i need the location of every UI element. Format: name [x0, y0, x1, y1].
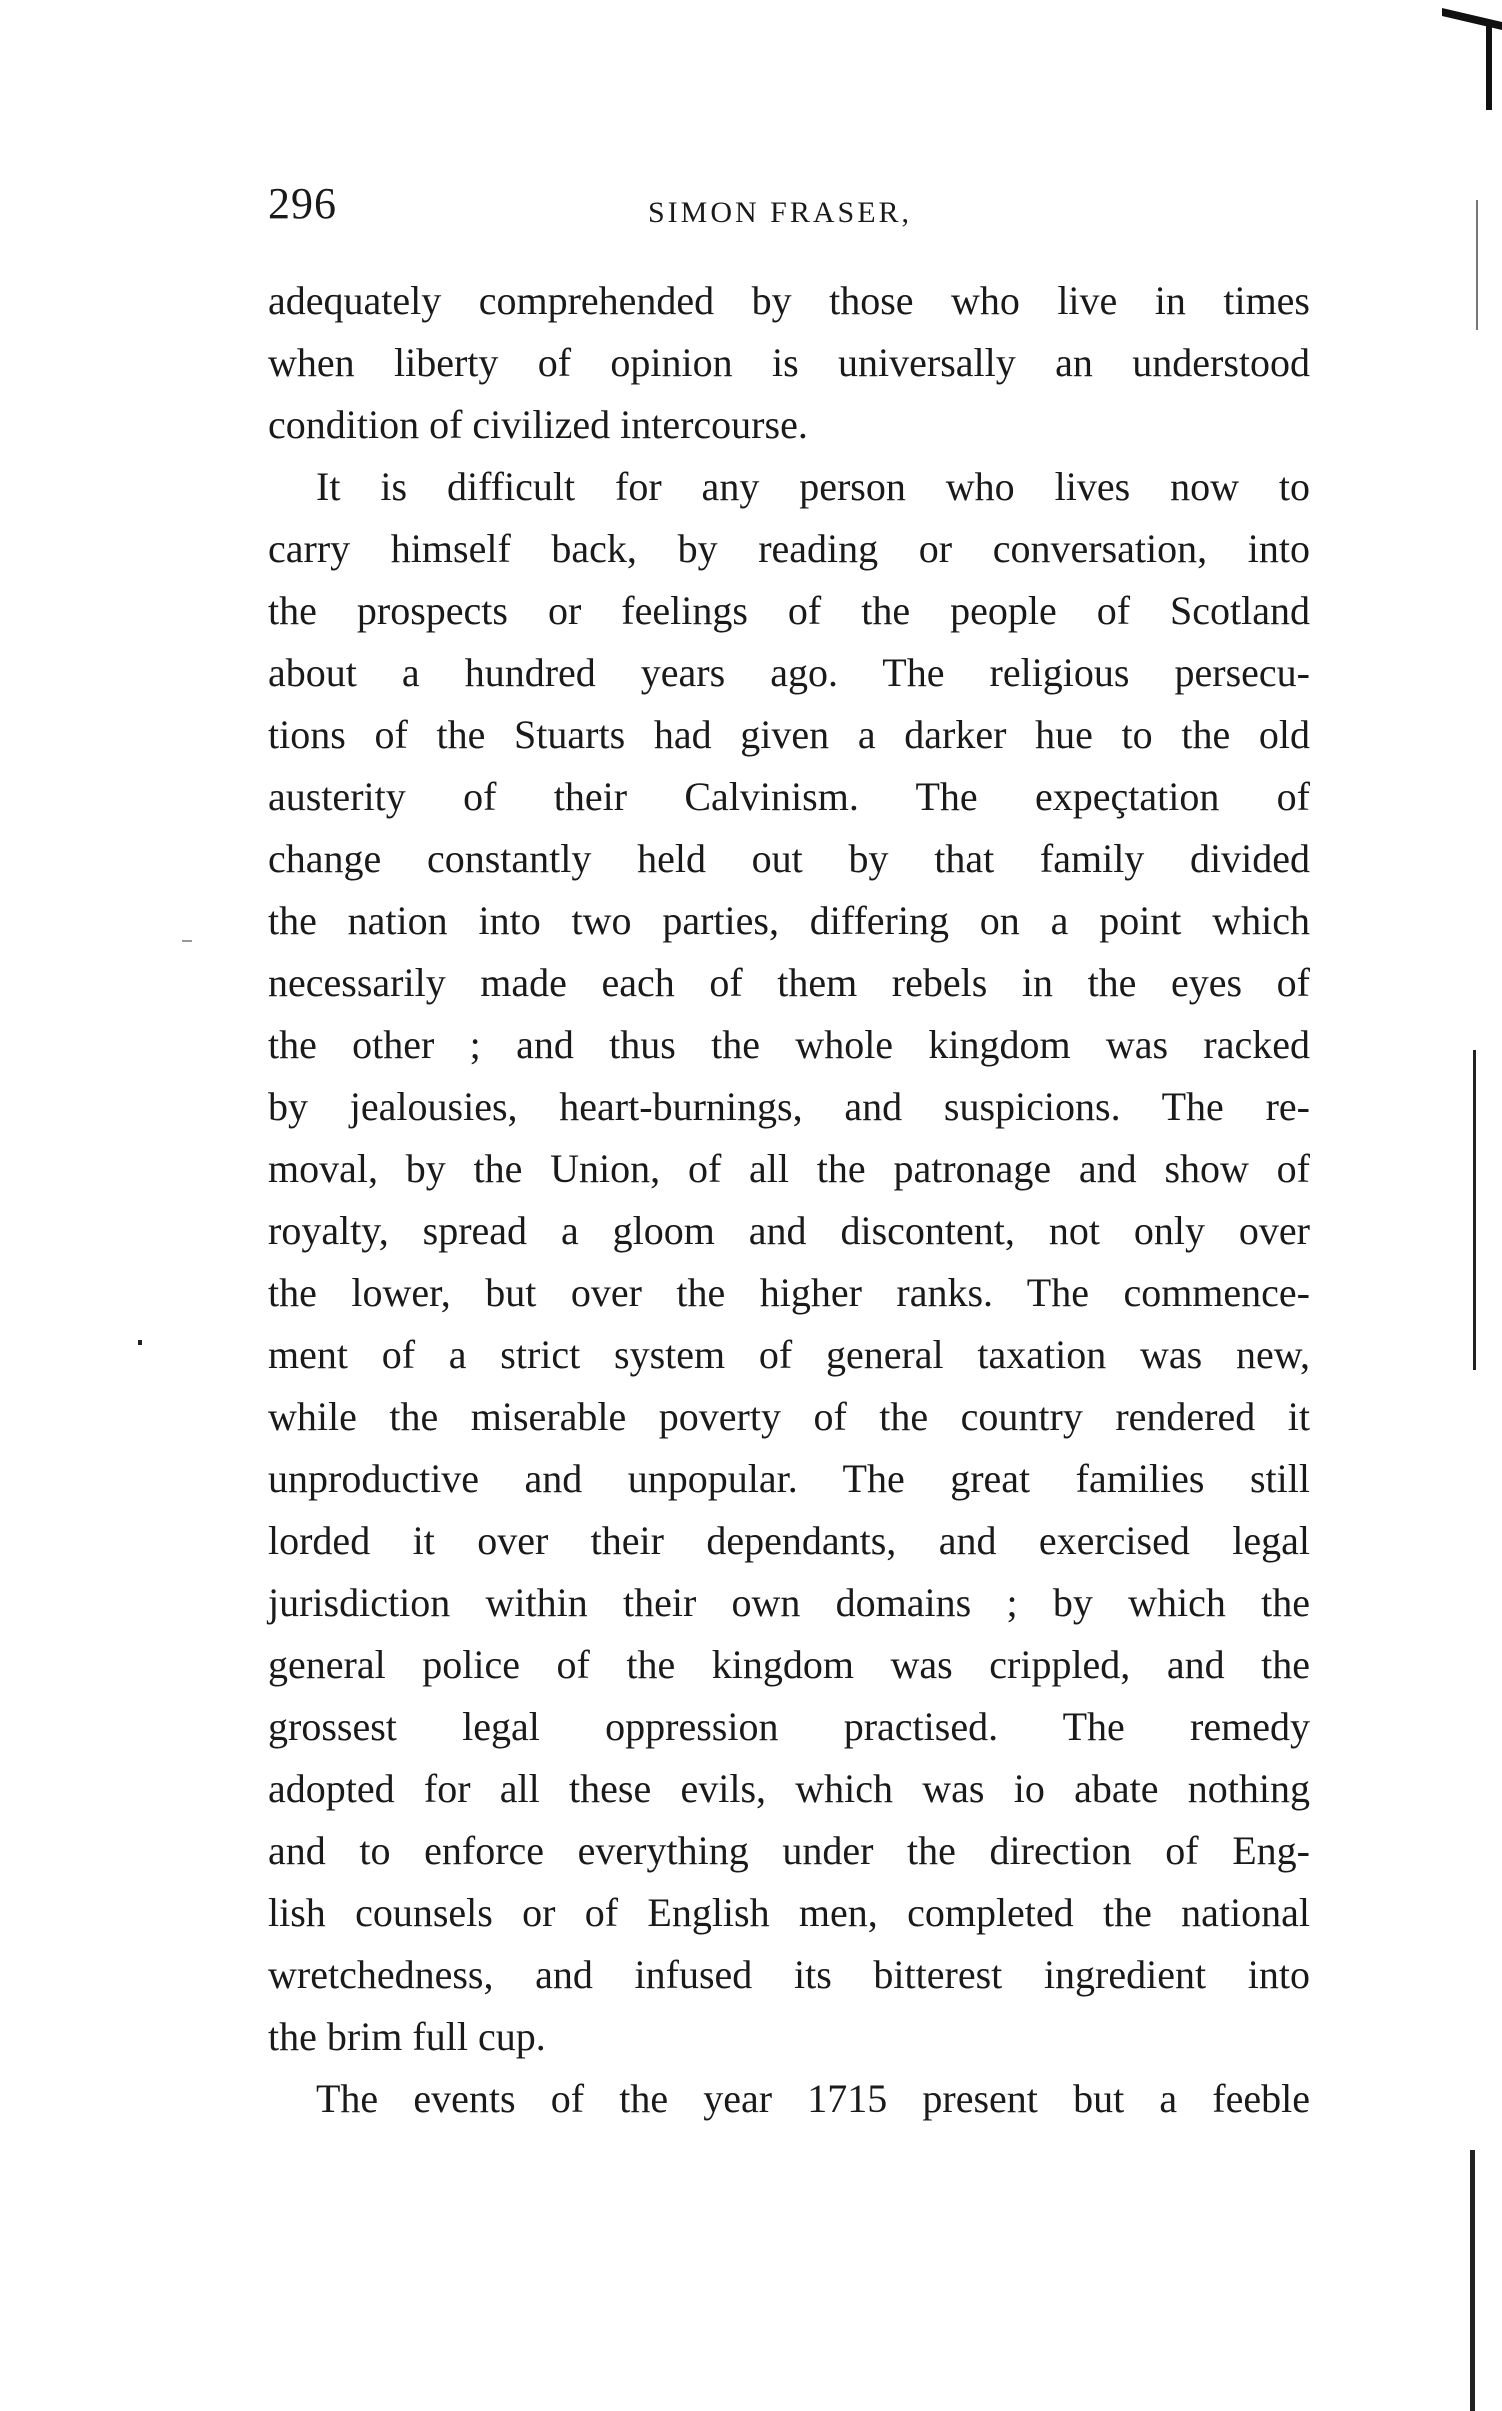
corner-bracket-icon: [1442, 0, 1502, 110]
text-line: wretchedness, and infused its bitterest ingredient into: [268, 1952, 1310, 1997]
text-line: royalty, spread a gloom and discontent, not only over: [268, 1208, 1310, 1253]
body-text: [268, 270, 1310, 2130]
text-line: moval, by the Union, of all the patronage and show of: [268, 1146, 1310, 1191]
text-line: when liberty of opinion is universally an understood: [268, 340, 1310, 385]
text-line: while the miserable poverty of the country rendered it: [268, 1394, 1310, 1439]
text-line: carry himself back, by reading or conversation, into: [268, 526, 1310, 571]
text-line: grossest legal oppression practised. The remedy: [268, 1704, 1310, 1749]
text-line: lorded it over their dependants, and exercised legal: [268, 1518, 1310, 1563]
text-line: change constantly held out by that family divided: [268, 836, 1310, 881]
text-line: austerity of their Calvinism. The expeçtation of: [268, 774, 1310, 819]
text-line: jurisdiction within their own domains ; by which the: [268, 1580, 1310, 1625]
text-line: tions of the Stuarts had given a darker hue to the old: [268, 712, 1310, 757]
text-line: and to enforce everything under the direction of Eng-: [268, 1828, 1310, 1873]
text-line: the nation into two parties, differing on a point which: [268, 898, 1310, 943]
running-title: SIMON FRASER,: [648, 196, 913, 229]
text-line: necessarily made each of them rebels in the eyes of: [268, 960, 1310, 1005]
text-line: the lower, but over the higher ranks. The commence-: [268, 1270, 1310, 1315]
text-line: by jealousies, heart-burnings, and suspicions. The re-: [268, 1084, 1310, 1129]
scan-edge-line-top: [1476, 200, 1478, 330]
text-line: the other ; and thus the whole kingdom was racked: [268, 1022, 1310, 1067]
text-line: condition of civilized intercourse.: [268, 402, 808, 447]
scan-speck-2: [182, 940, 192, 942]
text-line: adequately comprehended by those who live in times: [268, 278, 1310, 323]
text-line: unproductive and unpopular. The great families still: [268, 1456, 1310, 1501]
scan-speck: [138, 1340, 142, 1345]
text-line: about a hundred years ago. The religious persecu-: [268, 650, 1310, 695]
page-number: 296: [268, 179, 337, 228]
paragraph-start-line: The events of the year 1715 present but a feeble: [316, 2076, 1310, 2121]
paragraph-start-line: It is difficult for any person who lives now to: [316, 464, 1310, 509]
text-line: the prospects or feelings of the people of Scotland: [268, 588, 1310, 633]
scan-edge-line-bottom: [1470, 2150, 1475, 2411]
scan-edge-line-middle: [1473, 1050, 1476, 1370]
scan-corner-mark: [1442, 0, 1502, 110]
running-head: [268, 178, 1318, 238]
text-line: lish counsels or of English men, completed the national: [268, 1890, 1310, 1935]
text-line: ment of a strict system of general taxation was new,: [268, 1332, 1310, 1377]
text-line: general police of the kingdom was crippled, and the: [268, 1642, 1310, 1687]
text-line: the brim full cup.: [268, 2014, 546, 2059]
text-line: adopted for all these evils, which was io abate nothing: [268, 1766, 1310, 1811]
